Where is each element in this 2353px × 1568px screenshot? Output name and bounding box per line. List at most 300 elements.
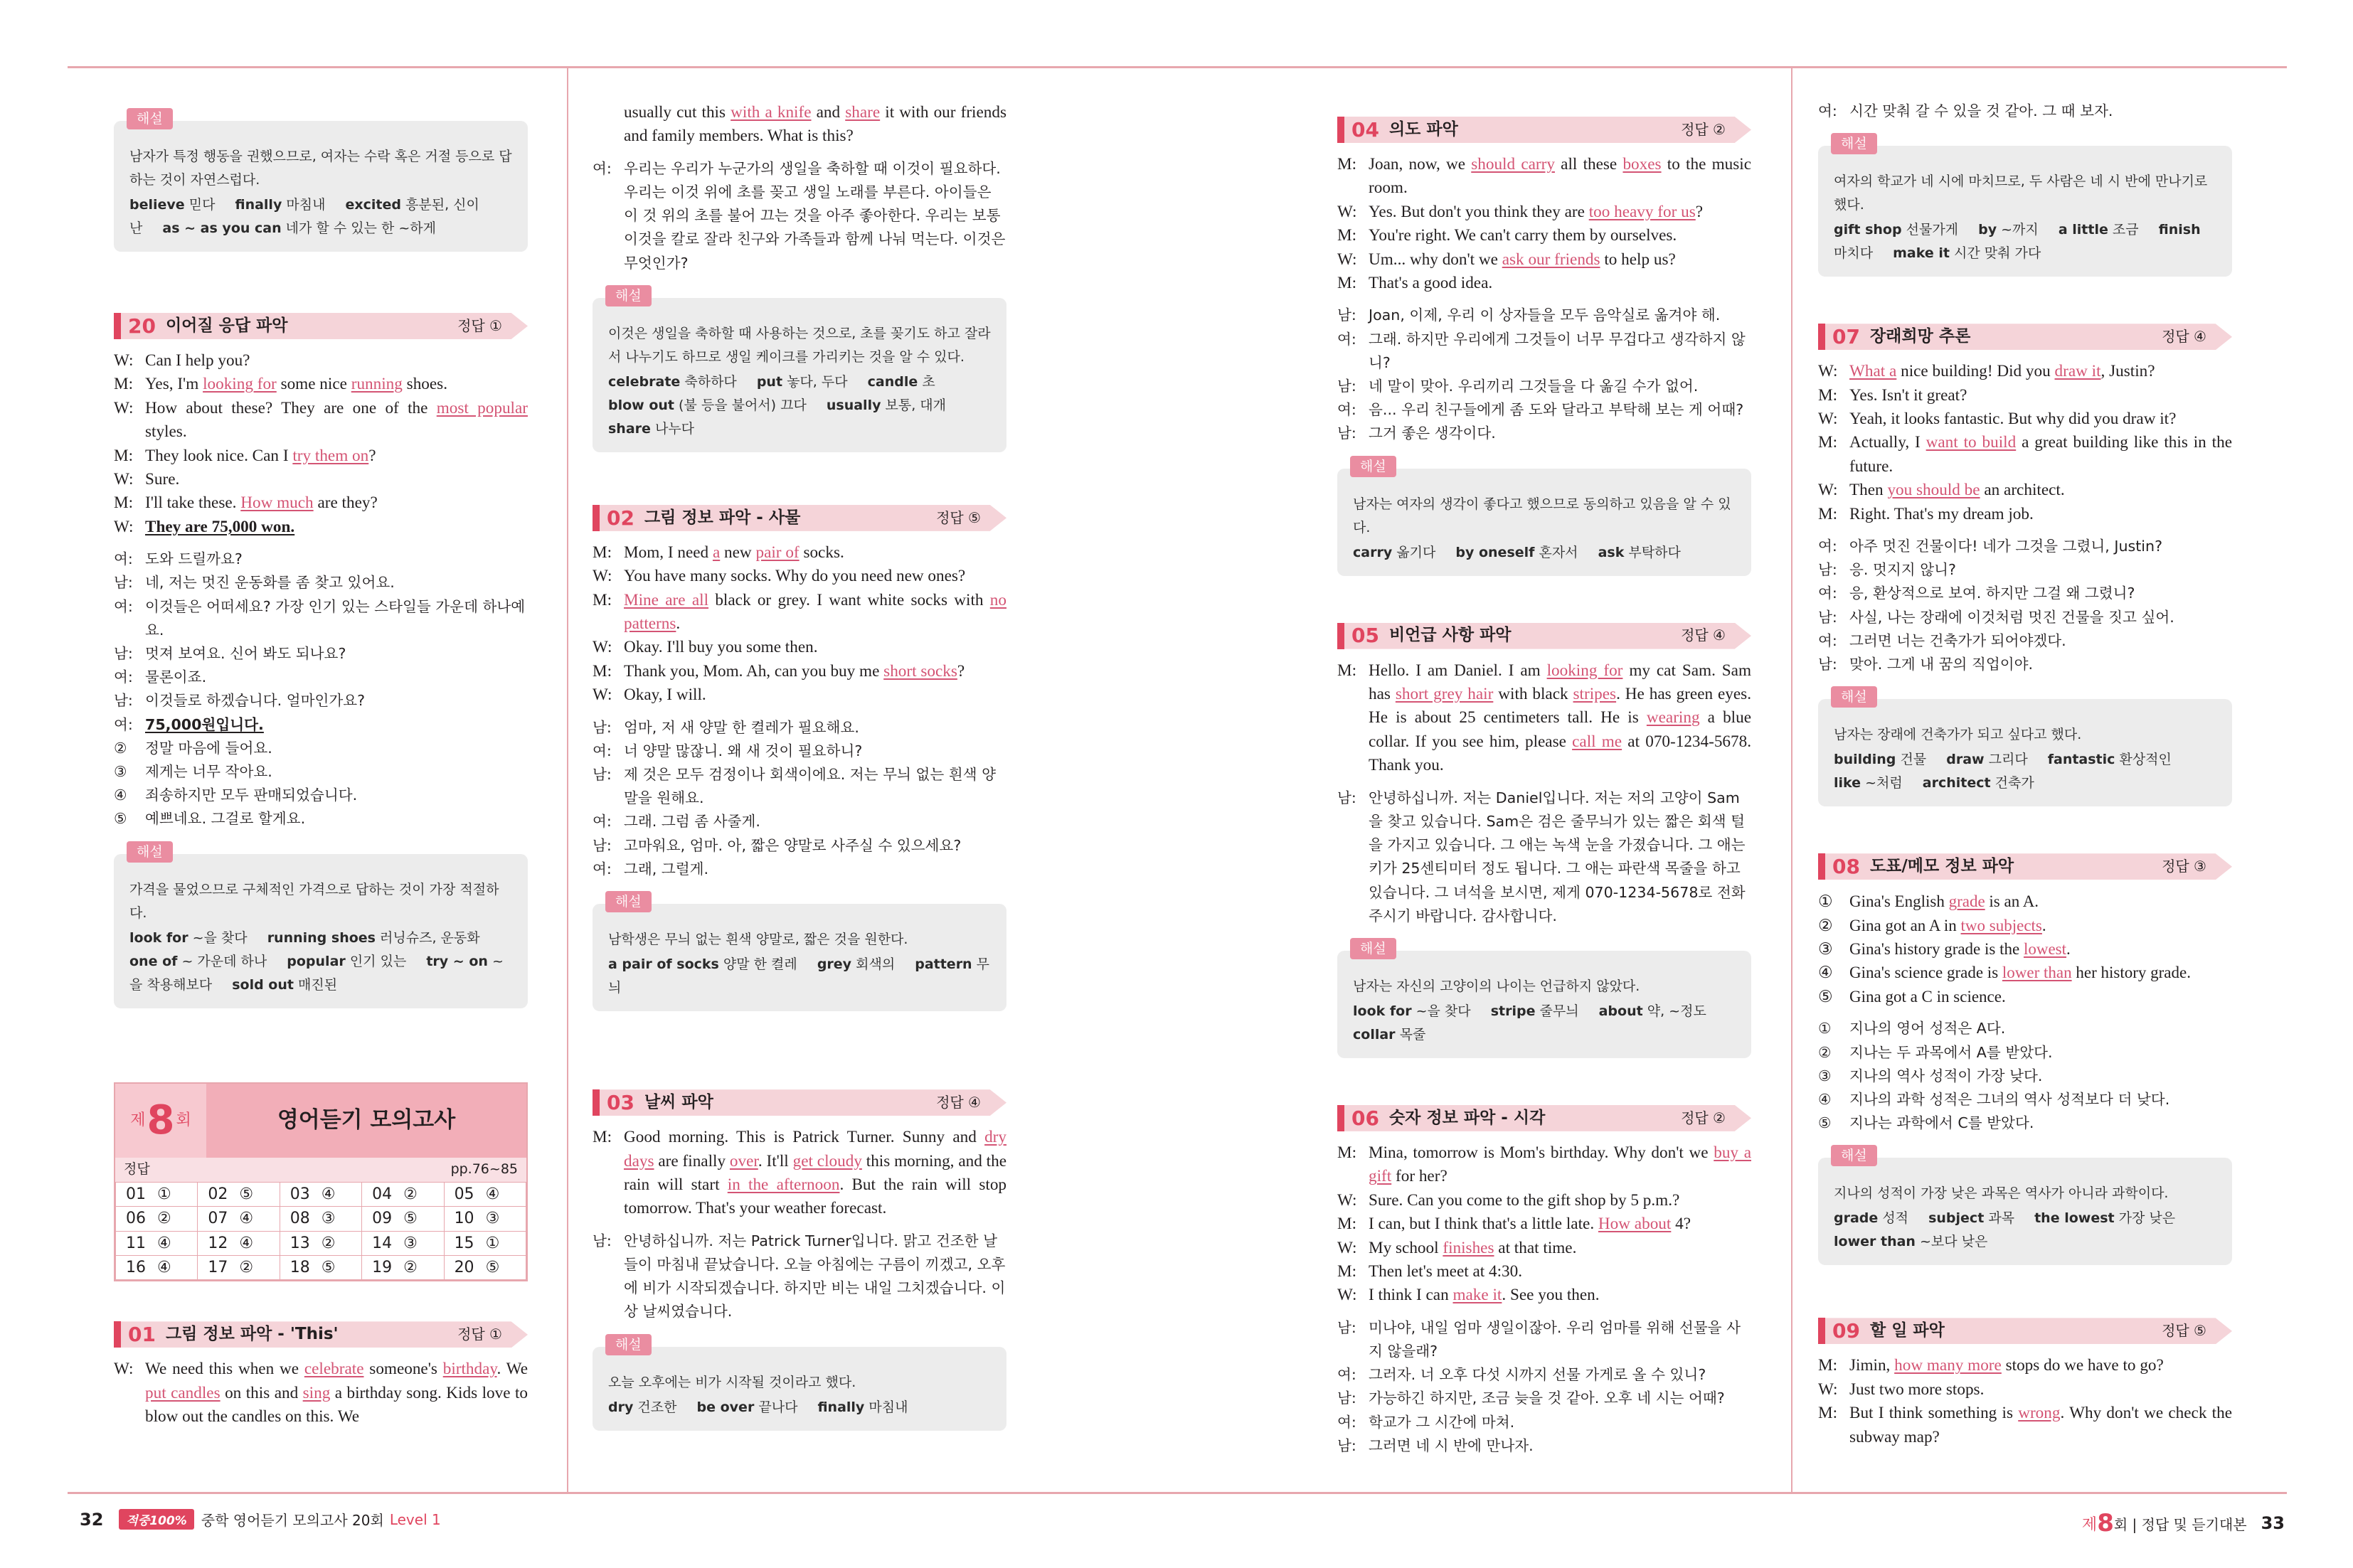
- script-text: to help us?: [1600, 250, 1676, 269]
- translation-text: 도와 드릴까요?: [145, 550, 243, 568]
- keyword: running: [351, 375, 403, 394]
- script-text: for her?: [1391, 1167, 1448, 1186]
- note-vocab: [129, 193, 512, 240]
- vocab-item: [2048, 752, 2172, 767]
- note-q04: [1337, 458, 1751, 576]
- vocab-meaning: 환상적인: [2119, 752, 2172, 768]
- answer-cell: [116, 1207, 198, 1231]
- speaker-label: 여:: [1818, 585, 1837, 602]
- column-divider-right: [1791, 68, 1792, 1492]
- translation-text: 지나는 두 과목에서 A를 받았다.: [1849, 1043, 2053, 1061]
- note-tag: 해설: [127, 841, 173, 863]
- script-text: are finally: [654, 1151, 730, 1170]
- vocab-meaning: 초: [922, 373, 935, 390]
- script-text: Actually, I: [1849, 433, 1926, 452]
- note-text: 가격을 물었으므로 구체적인 가격으로 답하는 것이 가장 적절하다.: [129, 881, 499, 921]
- vocab-word: stripe: [1490, 1003, 1536, 1019]
- question-title: 할 일 파악: [1869, 1321, 1945, 1340]
- answer-cell: [198, 1182, 280, 1206]
- keyword: most popular: [436, 398, 528, 417]
- vocab-word: be over: [696, 1399, 755, 1415]
- vocab-word: look for: [1353, 1003, 1412, 1019]
- speaker-label: W:: [1818, 410, 1838, 429]
- vocab-meaning: 그리다: [1988, 752, 2028, 768]
- script-line: [593, 101, 1006, 149]
- speaker-label: 남:: [1337, 1318, 1356, 1336]
- vocab-item: [608, 1399, 676, 1415]
- page-range: pp.76~85: [450, 1161, 518, 1177]
- speaker-label: ①: [1818, 892, 1833, 911]
- translation-line: [1337, 786, 1751, 928]
- translation-text: 제게는 너무 작아요.: [145, 763, 272, 781]
- translation-text: 안녕하십니까. 저는 Daniel입니다. 저는 저의 고양이 Sam을 찾고 있습니다. Sam은 검은 줄무늬가 있는 짧은 회색 털을 가지고 있습니다. 그 애는 녹색 눈을 가졌습니다. 그 애는 키가 25센티미터 정도 됩니다. 그 애는 파란색 목줄을 하고 있습니다. 그 녀석을 보시면, 제게 070-1234-5678로 전화주시기 바랍니다. 감사합니다.: [1369, 789, 1746, 924]
- keyword: should carry: [1471, 155, 1555, 174]
- script-line: [1818, 914, 2232, 937]
- script-text: ?: [1695, 202, 1704, 221]
- script-line: [1818, 431, 2232, 479]
- speaker-label: ④: [1818, 964, 1833, 982]
- answer-choice: ⑤: [403, 1210, 418, 1228]
- column-4: [1818, 100, 2232, 1449]
- vocab-word: make it: [1893, 245, 1950, 262]
- script-text: ?: [368, 446, 376, 465]
- script-line: [114, 349, 528, 373]
- vocab-meaning: 러닝슈즈, 운동화: [380, 929, 480, 946]
- translation-line: [1337, 375, 1751, 398]
- script-line: [1818, 360, 2232, 383]
- speaker-label: 남:: [593, 718, 612, 736]
- translation-text: 학교가 그 시간에 마쳐.: [1369, 1413, 1515, 1431]
- question-number: 20: [128, 314, 156, 338]
- note-vocab: [129, 927, 512, 997]
- script-q06: [1337, 1141, 1751, 1308]
- speaker-label: M:: [1337, 1262, 1357, 1281]
- vocab-word: collar: [1353, 1026, 1396, 1042]
- vocab-meaning: 네가 할 수 있는 한 ~하게: [285, 220, 436, 236]
- speaker-label: M:: [593, 590, 612, 609]
- answer-label: 정답 ⑤: [2162, 1322, 2206, 1340]
- script-line: [593, 636, 1006, 659]
- speaker-label: M:: [1818, 385, 1838, 405]
- question-title: 도표/메모 정보 파악: [1869, 857, 2014, 876]
- vocab-item: [129, 197, 215, 213]
- speaker-label: ⑤: [1818, 1114, 1832, 1132]
- speaker-label: ②: [114, 739, 127, 757]
- vocab-word: lower than: [1834, 1234, 1916, 1250]
- episode-number: 8: [2097, 1509, 2114, 1537]
- script-text: Mom, I need: [624, 543, 713, 562]
- speaker-label: 남:: [114, 645, 133, 663]
- keyword: how many more: [1894, 1356, 2002, 1375]
- translation-text: 이것들로 하겠습니다. 얼마인가요?: [145, 692, 366, 710]
- speaker-label: 여:: [1337, 1413, 1356, 1431]
- answer-row: [116, 1207, 526, 1231]
- question-number: 07: [1832, 325, 1860, 348]
- script-text: Just two more stops.: [1849, 1380, 1985, 1399]
- script-text: . See you then.: [1502, 1286, 1600, 1305]
- keyword: a: [712, 543, 721, 562]
- vocab-item: [1893, 245, 2041, 261]
- note-text: 남자는 자신의 고양이의 나이는 언급하지 않았다.: [1353, 978, 1640, 994]
- script-line: [1818, 479, 2232, 502]
- choices-q08: [1818, 890, 2232, 1008]
- page-number-right: 33: [2261, 1513, 2285, 1533]
- series-level: Level 1: [389, 1510, 441, 1528]
- vocab-item: [1928, 1210, 2014, 1226]
- question-title: 숫자 정보 파악 - 시각: [1388, 1108, 1546, 1127]
- question-05-header: [1337, 623, 1751, 649]
- episode-prefix: 제: [2081, 1515, 2098, 1534]
- answer-label: 정답 ①: [457, 316, 502, 334]
- speaker-label: M:: [114, 446, 134, 465]
- vocab-word: grade: [1834, 1210, 1879, 1227]
- vocab-word: one of: [129, 953, 178, 969]
- note-text: 남자는 장래에 건축가가 되고 싶다고 했다.: [1834, 727, 2082, 743]
- answer-choice: ⑤: [239, 1185, 254, 1203]
- question-07-header: [1818, 324, 2232, 350]
- vocab-item: [2034, 1210, 2175, 1226]
- answer-choice: ②: [403, 1185, 418, 1203]
- translation-line: [1818, 1017, 2232, 1040]
- keyword: want to build: [1926, 433, 2017, 452]
- speaker-label: W:: [1818, 1380, 1838, 1399]
- speaker-label: W:: [1818, 362, 1838, 381]
- vocab-item: [129, 954, 267, 969]
- answer-label: 정답 ③: [2162, 858, 2206, 875]
- vocab-meaning: ~처럼: [1865, 775, 1903, 791]
- note-text: 남학생은 무늬 없는 흰색 양말로, 짧은 것을 원한다.: [608, 932, 908, 948]
- script-text: at that time.: [1494, 1238, 1577, 1257]
- translation-line: [1337, 1363, 1751, 1387]
- question-number: 08: [1832, 855, 1860, 879]
- script-text: Gina got an A in: [1849, 916, 1961, 934]
- vocab-word: grey: [817, 956, 852, 973]
- vocab-item: [697, 1399, 798, 1415]
- question-number: 02: [607, 506, 634, 530]
- vocab-meaning: 마치다: [1834, 245, 1874, 262]
- keyword: put candles: [145, 1383, 221, 1402]
- answer-number: 04: [372, 1185, 393, 1203]
- vocab-word: finally: [235, 197, 282, 213]
- script-text: usually cut this: [624, 103, 731, 122]
- vocab-word: by: [1978, 222, 1997, 238]
- script-line: [1337, 1284, 1751, 1307]
- speaker-label: W:: [1337, 250, 1357, 269]
- column-2: [593, 101, 1006, 1431]
- vocab-item: [1353, 545, 1435, 560]
- vocab-meaning: 선물가게: [1906, 222, 1959, 238]
- translation-q08: [1818, 1017, 2232, 1135]
- question-number: 06: [1351, 1106, 1379, 1130]
- script-line: [1818, 985, 2232, 1008]
- translation-q03: [593, 1230, 1006, 1324]
- answer-row: [116, 1182, 526, 1206]
- speaker-label: W:: [1337, 1286, 1357, 1305]
- vocab-meaning: 마침내: [869, 1399, 908, 1415]
- answer-number: 20: [454, 1258, 474, 1276]
- keyword: two subjects: [1960, 916, 2042, 934]
- question-02-header: [593, 505, 1006, 531]
- script-line: [1337, 1141, 1751, 1189]
- question-title: 비언급 사항 파악: [1388, 626, 1512, 645]
- translation-text: 네, 저는 멋진 운동화를 좀 찾고 있어요.: [145, 574, 395, 592]
- answer-cell: [116, 1231, 198, 1255]
- script-text: Um... why don't we: [1369, 250, 1502, 269]
- script-q07: [1818, 360, 2232, 526]
- script-line: [1337, 1260, 1751, 1284]
- answer-cell: [280, 1231, 361, 1255]
- speaker-label: M:: [593, 661, 612, 681]
- answer-label: 정답 ④: [936, 1093, 981, 1111]
- vocab-meaning: 매진된: [298, 976, 338, 993]
- translation-line: [1818, 653, 2232, 676]
- answer-choice: ②: [321, 1234, 336, 1252]
- column-1: [114, 100, 528, 1429]
- script-line: [593, 541, 1006, 565]
- answer-number: 03: [290, 1185, 310, 1203]
- vocab-meaning: 목줄: [1399, 1026, 1426, 1042]
- speaker-label: 여:: [593, 813, 612, 831]
- note-q03: [593, 1336, 1006, 1431]
- answer-row: [116, 1231, 526, 1255]
- speaker-label: M:: [593, 1128, 612, 1147]
- question-title: 그림 정보 파악 - 사물: [644, 508, 801, 527]
- script-line: [1818, 1354, 2232, 1377]
- script-text: Okay. I'll buy you some then.: [624, 638, 818, 657]
- speaker-label: W:: [593, 686, 612, 705]
- script-text: Can I help you?: [145, 351, 250, 370]
- note-tag: 해설: [1831, 133, 1877, 154]
- answer-cell: [198, 1255, 280, 1279]
- speaker-label: M:: [1337, 1215, 1357, 1234]
- vocab-word: subject: [1928, 1210, 1985, 1227]
- speaker-label: M:: [1337, 155, 1357, 174]
- script-text: an architect.: [1980, 481, 2065, 500]
- note-vocab: [608, 1396, 991, 1419]
- episode-label: [115, 1084, 206, 1158]
- question-08-header: [1818, 853, 2232, 880]
- script-line: [1818, 407, 2232, 431]
- answer-number: 11: [126, 1234, 146, 1252]
- vocab-meaning: 믿다: [188, 197, 216, 213]
- answer-table: [115, 1182, 526, 1281]
- keyword: grade: [1948, 892, 1985, 911]
- translation-line: [1818, 1041, 2232, 1065]
- vocab-meaning: ~ 가운데 하나: [181, 953, 267, 969]
- translation-text: 그거 좋은 생각이다.: [1369, 425, 1496, 442]
- translation-line: [593, 1230, 1006, 1324]
- script-text: I can, but I think that's a little late.: [1369, 1215, 1598, 1234]
- answer-choice: ①: [485, 1234, 500, 1252]
- script-line: [114, 1358, 528, 1429]
- translation-text: 제 것은 모두 검정이나 회색이에요. 저는 무늬 없는 흰색 양말을 원해요.: [624, 766, 997, 807]
- translation-text: 지나의 영어 성적은 A다.: [1849, 1020, 2006, 1038]
- vocab-meaning: ~을 찾다: [1415, 1003, 1471, 1019]
- answer-row: [116, 1255, 526, 1279]
- note-tag: 해설: [605, 285, 652, 306]
- page-number-left: 32: [80, 1509, 104, 1530]
- speaker-label: ①: [1818, 1020, 1832, 1038]
- translation-text: 우리는 우리가 누군가의 생일을 축하할 때 이것이 필요하다. 우리는 이것 위에 초를 꽂고 생일 노래를 부른다. 아이들은 이 것 위의 초를 불어 끄는 것을 아주 좋아한다. 우리는 보통 이것을 칼로 잘라 친구와 가족들과 함께 나눠 먹는다. 이것은 무엇인가?: [624, 159, 1006, 272]
- answer-cell: [444, 1255, 526, 1279]
- vocab-meaning: 나누다: [654, 420, 695, 437]
- speaker-label: W:: [1337, 1238, 1357, 1257]
- translation-line: [114, 642, 528, 666]
- vocab-word: the lowest: [2034, 1210, 2115, 1227]
- episode-suffix: 회: [176, 1111, 191, 1129]
- speaker-label: M:: [1337, 274, 1357, 293]
- script-text: Thank you, Mom. Ah, can you buy me: [624, 661, 884, 681]
- note-tag: 해설: [1831, 686, 1877, 708]
- translation-q06: [1337, 1316, 1751, 1458]
- script-line: [114, 444, 528, 468]
- translation-text: 아주 멋진 건물이다! 네가 그것을 그렸니, Justin?: [1849, 538, 2163, 555]
- answer-cell: [444, 1231, 526, 1255]
- answer-number: 18: [290, 1258, 310, 1276]
- answer-choice: ③: [321, 1210, 336, 1228]
- vocab-meaning: 약, ~정도: [1647, 1003, 1706, 1019]
- vocab-meaning: 건물: [1900, 752, 1927, 768]
- translation-text: 그래. 하지만 우리에게 그것들이 너무 무겁다고 생각하지 않니?: [1369, 330, 1746, 371]
- speaker-label: W:: [1337, 202, 1357, 221]
- vocab-meaning: 인기 있는: [349, 953, 407, 969]
- vocab-item: [1353, 1003, 1471, 1019]
- answer-cell: [280, 1255, 361, 1279]
- answer-number: 10: [454, 1210, 474, 1228]
- episode-number: 8: [147, 1097, 175, 1143]
- vocab-word: candle: [867, 373, 918, 390]
- translation-line: [114, 807, 528, 831]
- speaker-label: 여:: [1337, 401, 1356, 419]
- script-text: are they?: [313, 494, 378, 513]
- script-text: a great building like this in the future.: [1849, 433, 2232, 476]
- vocab-item: [868, 374, 935, 390]
- script-q04: [1337, 153, 1751, 295]
- keyword: finishes: [1443, 1238, 1494, 1257]
- vocab-item: [232, 977, 337, 993]
- speaker-label: 남:: [1818, 656, 1837, 673]
- vocab-word: like: [1834, 775, 1861, 791]
- vocab-word: finish: [2158, 222, 2201, 238]
- translation-line: [114, 737, 528, 760]
- script-text: Joan, now, we: [1369, 155, 1472, 174]
- vocab-word: try ~ on: [426, 953, 488, 969]
- script-line: [593, 683, 1006, 707]
- script-text: . He has green eyes. He is about 25 centimeters tall. He is: [1369, 685, 1751, 727]
- translation-q01: [593, 157, 1006, 275]
- vocab-meaning: ~보다 낮은: [1920, 1234, 1988, 1250]
- translation-text: 안녕하십니까. 저는 Patrick Turner입니다. 맑고 건조한 날들이 마침내 끝났습니다. 오늘 아침에는 구름이 끼겠고, 오후에 비가 시작되겠습니다. 하지만 비는 내일 그치겠습니다. 이상 날씨였습니다.: [624, 1232, 1006, 1321]
- note-q02: [593, 894, 1006, 1011]
- answer-choice: ④: [321, 1185, 336, 1203]
- script-line: [114, 373, 528, 396]
- script-text: Yes. But don't you think they are: [1369, 202, 1589, 221]
- script-line: [1337, 272, 1751, 295]
- speaker-label: M:: [1818, 504, 1838, 523]
- keyword: share: [845, 103, 881, 122]
- vocab-meaning: 보통, 대개: [885, 397, 947, 413]
- script-text: .: [676, 614, 681, 634]
- vocab-meaning: ~을 착용해보다: [129, 953, 504, 993]
- speaker-label: M:: [1818, 1404, 1838, 1423]
- script-q05: [1337, 659, 1751, 778]
- script-text: Right. That's my dream job.: [1849, 504, 2034, 523]
- translation-text: 그래, 그럴게.: [624, 860, 709, 878]
- speaker-label: W:: [1818, 481, 1838, 500]
- script-text: . But the rain will stop tomorrow. That's your weather forecast.: [624, 1175, 1007, 1218]
- speaker-label: ②: [1818, 1043, 1832, 1061]
- speaker-label: 여:: [593, 159, 612, 177]
- vocab-word: celebrate: [608, 373, 681, 390]
- speaker-label: 여:: [1337, 330, 1356, 348]
- translation-text: 그러자. 너 오후 다섯 시까지 선물 가게로 올 수 있니?: [1369, 1366, 1706, 1384]
- speaker-label: 남:: [593, 766, 612, 784]
- translation-text: 지나의 과학 성적은 그녀의 역사 성적보다 더 낮다.: [1849, 1090, 2170, 1108]
- answer-cell: [362, 1182, 444, 1206]
- answer-label: 정답 ②: [1681, 120, 1726, 138]
- vocab-meaning: 양말 한 켤레: [723, 956, 797, 973]
- script-text: I'll take these.: [145, 494, 241, 513]
- translation-line: [114, 713, 528, 737]
- vocab-meaning: 마침내: [286, 197, 326, 213]
- question-09-header: [1818, 1318, 2232, 1344]
- script-line: [1818, 937, 2232, 961]
- translation-line: [114, 666, 528, 689]
- speaker-label: 남:: [593, 1232, 612, 1249]
- script-text: nice building! Did you: [1896, 362, 2055, 381]
- vocab-word: gift shop: [1834, 222, 1902, 238]
- vocab-item: [267, 930, 480, 946]
- speaker-label: 여:: [114, 597, 133, 615]
- keyword: in the afternoon: [727, 1175, 840, 1194]
- translation-line: [1818, 582, 2232, 605]
- answer-choice: ⑤: [485, 1258, 500, 1276]
- script-text: to the music room.: [1369, 155, 1751, 198]
- translation-text: 시간 맞춰 갈 수 있을 것 같아. 그 때 보자.: [1849, 102, 2113, 119]
- translation-text: 그래. 그럼 좀 사줄게.: [624, 813, 760, 831]
- translation-text: Joan, 이제, 우리 이 상자들을 모두 음악실로 옮겨야 해.: [1369, 306, 1721, 324]
- keyword: celebrate: [304, 1360, 364, 1379]
- question-number: 05: [1351, 624, 1379, 648]
- speaker-label: 여:: [1337, 1366, 1356, 1384]
- translation-text: 이것들은 어떠세요? 가장 인기 있는 스타일들 가운데 하나예요.: [145, 597, 526, 639]
- note-tag: 해설: [127, 108, 173, 129]
- keyword: wrong: [2018, 1404, 2061, 1423]
- answer-number: 01: [126, 1185, 146, 1203]
- speaker-label: 남:: [1337, 425, 1356, 442]
- speaker-label: 남:: [114, 692, 133, 710]
- question-20-header: [114, 313, 528, 339]
- vocab-item: [1599, 1003, 1706, 1019]
- note-text: 여자의 학교가 네 시에 마치므로, 두 사람은 네 시 반에 만나기로 했다.: [1834, 174, 2208, 213]
- keyword: no patterns: [624, 590, 1006, 634]
- keyword: birthday: [442, 1360, 497, 1379]
- translation-text: 네 말이 맞아. 우리끼리 그것들을 다 옮길 수가 없어.: [1369, 378, 1699, 395]
- script-text: , Justin?: [2100, 362, 2155, 381]
- translation-q02: [593, 716, 1006, 881]
- vocab-item: [817, 956, 895, 972]
- translation-line: [1337, 328, 1751, 375]
- translation-text: 정말 마음에 들어요.: [145, 739, 272, 757]
- answer-number: 17: [208, 1258, 228, 1276]
- vocab-word: ask: [1598, 544, 1625, 560]
- test-title: 영어듣기 모의고사: [277, 1106, 456, 1133]
- script-text: How about these? They are one of the: [145, 398, 437, 417]
- vocab-word: blow out: [608, 397, 674, 413]
- translation-line: [1818, 1111, 2232, 1135]
- note-text: 남자는 여자의 생각이 좋다고 했으므로 동의하고 있음을 알 수 있다.: [1353, 496, 1731, 535]
- script-text: Then: [1849, 481, 1888, 500]
